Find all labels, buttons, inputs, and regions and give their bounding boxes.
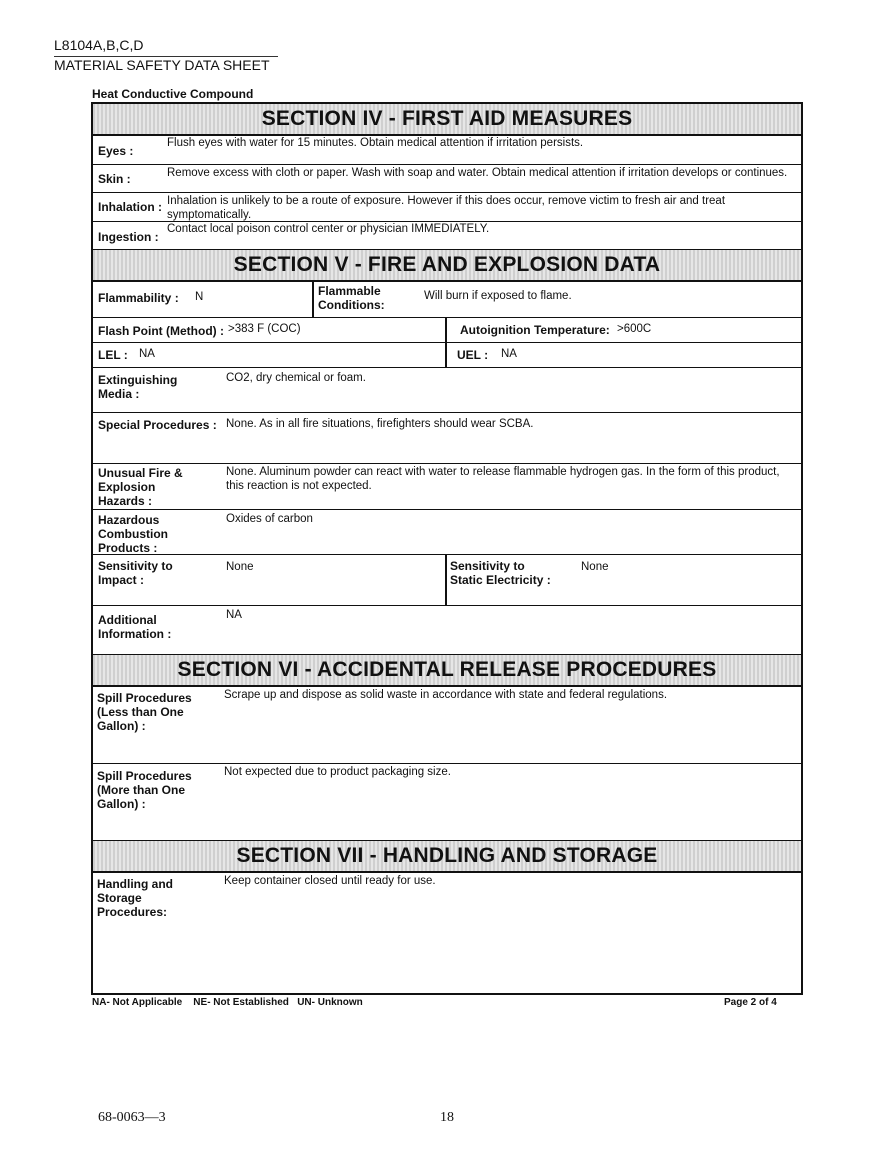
additional-info-label: Additional Information : (98, 613, 172, 641)
static-sensitivity-label: Sensitivity to Static Electricity : (450, 559, 551, 587)
additional-info-value: NA (226, 609, 242, 621)
special-procedures-row (93, 413, 801, 464)
unusual-hazards-row (93, 464, 801, 510)
spill-more-value: Not expected due to product packaging size. (224, 766, 451, 778)
handling-row (93, 873, 801, 993)
unusual-hazards-value: None. Aluminum powder can react with water to release flammable hydrogen gas. In the form of this product, this reaction is not expected. (226, 466, 780, 492)
flammable-conditions-label: Flammable Conditions: (318, 284, 385, 312)
unusual-hazards-label: Unusual Fire & Explosion Hazards : (98, 466, 183, 508)
section-vii-header: SECTION VII - HANDLING AND STORAGE (93, 841, 801, 873)
eyes-value: Flush eyes with water for 15 minutes. Obtain medical attention if irritation persists. (167, 137, 584, 149)
special-procedures-value: None. As in all fire situations, firefighters should wear SCBA. (226, 418, 534, 430)
section-v-header: SECTION V - FIRE AND EXPLOSION DATA (93, 250, 801, 282)
lel-label: LEL : (98, 348, 128, 362)
lel-value: NA (139, 348, 155, 360)
explosive-limits-row (93, 343, 801, 368)
additional-info-row (93, 606, 801, 655)
eyes-row (93, 136, 801, 165)
extinguishing-label: Extinguishing Media : (98, 373, 178, 401)
spill-more-row (93, 764, 801, 841)
page-number: 18 (440, 1110, 454, 1125)
eyes-label: Eyes : (98, 144, 134, 158)
hazardous-combustion-value: Oxides of carbon (226, 513, 313, 525)
page-indicator: Page 2 of 4 (724, 997, 777, 1008)
skin-row (93, 165, 801, 193)
column-divider (445, 555, 447, 605)
flash-point-value: >383 F (COC) (228, 323, 301, 335)
extinguishing-row (93, 368, 801, 413)
flash-point-row (93, 318, 801, 343)
skin-label: Skin : (98, 172, 131, 186)
hazardous-combustion-row (93, 510, 801, 555)
flammability-row (93, 282, 801, 318)
handling-label: Handling and Storage Procedures: (97, 877, 173, 919)
column-divider (312, 282, 314, 317)
uel-label: UEL : (457, 348, 489, 362)
extinguishing-value: CO2, dry chemical or foam. (226, 372, 366, 384)
ingestion-row (93, 222, 801, 250)
flammability-value: N (195, 291, 204, 303)
hazardous-combustion-label: Hazardous Combustion Products : (98, 513, 168, 555)
document-code: 68-0063—3 (98, 1110, 166, 1125)
spill-less-value: Scrape up and dispose as solid waste in accordance with state and federal regulations. (224, 689, 668, 701)
skin-value: Remove excess with cloth or paper. Wash with soap and water. Obtain medical attention if irritation develops or continues. (167, 167, 788, 179)
spill-less-row (93, 687, 801, 764)
spill-more-label: Spill Procedures (More than One Gallon) : (97, 769, 192, 811)
document-id: L8104A,B,C,D (54, 37, 144, 53)
column-divider (445, 318, 447, 342)
autoignition-label: Autoignition Temperature: (460, 323, 610, 337)
column-divider (445, 343, 447, 367)
static-sensitivity-value: None (581, 561, 609, 573)
uel-value: NA (501, 348, 517, 360)
document-title: MATERIAL SAFETY DATA SHEET (54, 57, 270, 73)
msds-form (91, 102, 803, 995)
inhalation-value: Inhalation is unlikely to be a route of exposure. However if this does occur, remove victim to fresh air and treat symptomatically. (167, 195, 726, 221)
ingestion-label: Ingestion : (98, 230, 159, 244)
handling-value: Keep container closed until ready for use. (224, 875, 436, 887)
impact-sensitivity-label: Sensitivity to Impact : (98, 559, 173, 587)
product-name: Heat Conductive Compound (92, 87, 254, 101)
section-vi-header: SECTION VI - ACCIDENTAL RELEASE PROCEDURES (93, 655, 801, 687)
autoignition-value: >600C (617, 323, 652, 335)
flammable-conditions-value: Will burn if exposed to flame. (424, 290, 572, 302)
inhalation-row (93, 193, 801, 222)
spill-less-label: Spill Procedures (Less than One Gallon) : (97, 691, 192, 733)
sensitivity-row (93, 555, 801, 606)
special-procedures-label: Special Procedures : (98, 418, 217, 432)
flammability-label: Flammability : (98, 291, 179, 305)
section-iv-header: SECTION IV - FIRST AID MEASURES (93, 104, 801, 136)
impact-sensitivity-value: None (226, 561, 254, 573)
flash-point-label: Flash Point (Method) : (98, 324, 224, 338)
inhalation-label: Inhalation : (98, 200, 162, 214)
abbreviation-legend: NA- Not Applicable NE- Not Established UN- Unknown (92, 997, 363, 1008)
ingestion-value: Contact local poison control center or physician IMMEDIATELY. (167, 223, 490, 235)
